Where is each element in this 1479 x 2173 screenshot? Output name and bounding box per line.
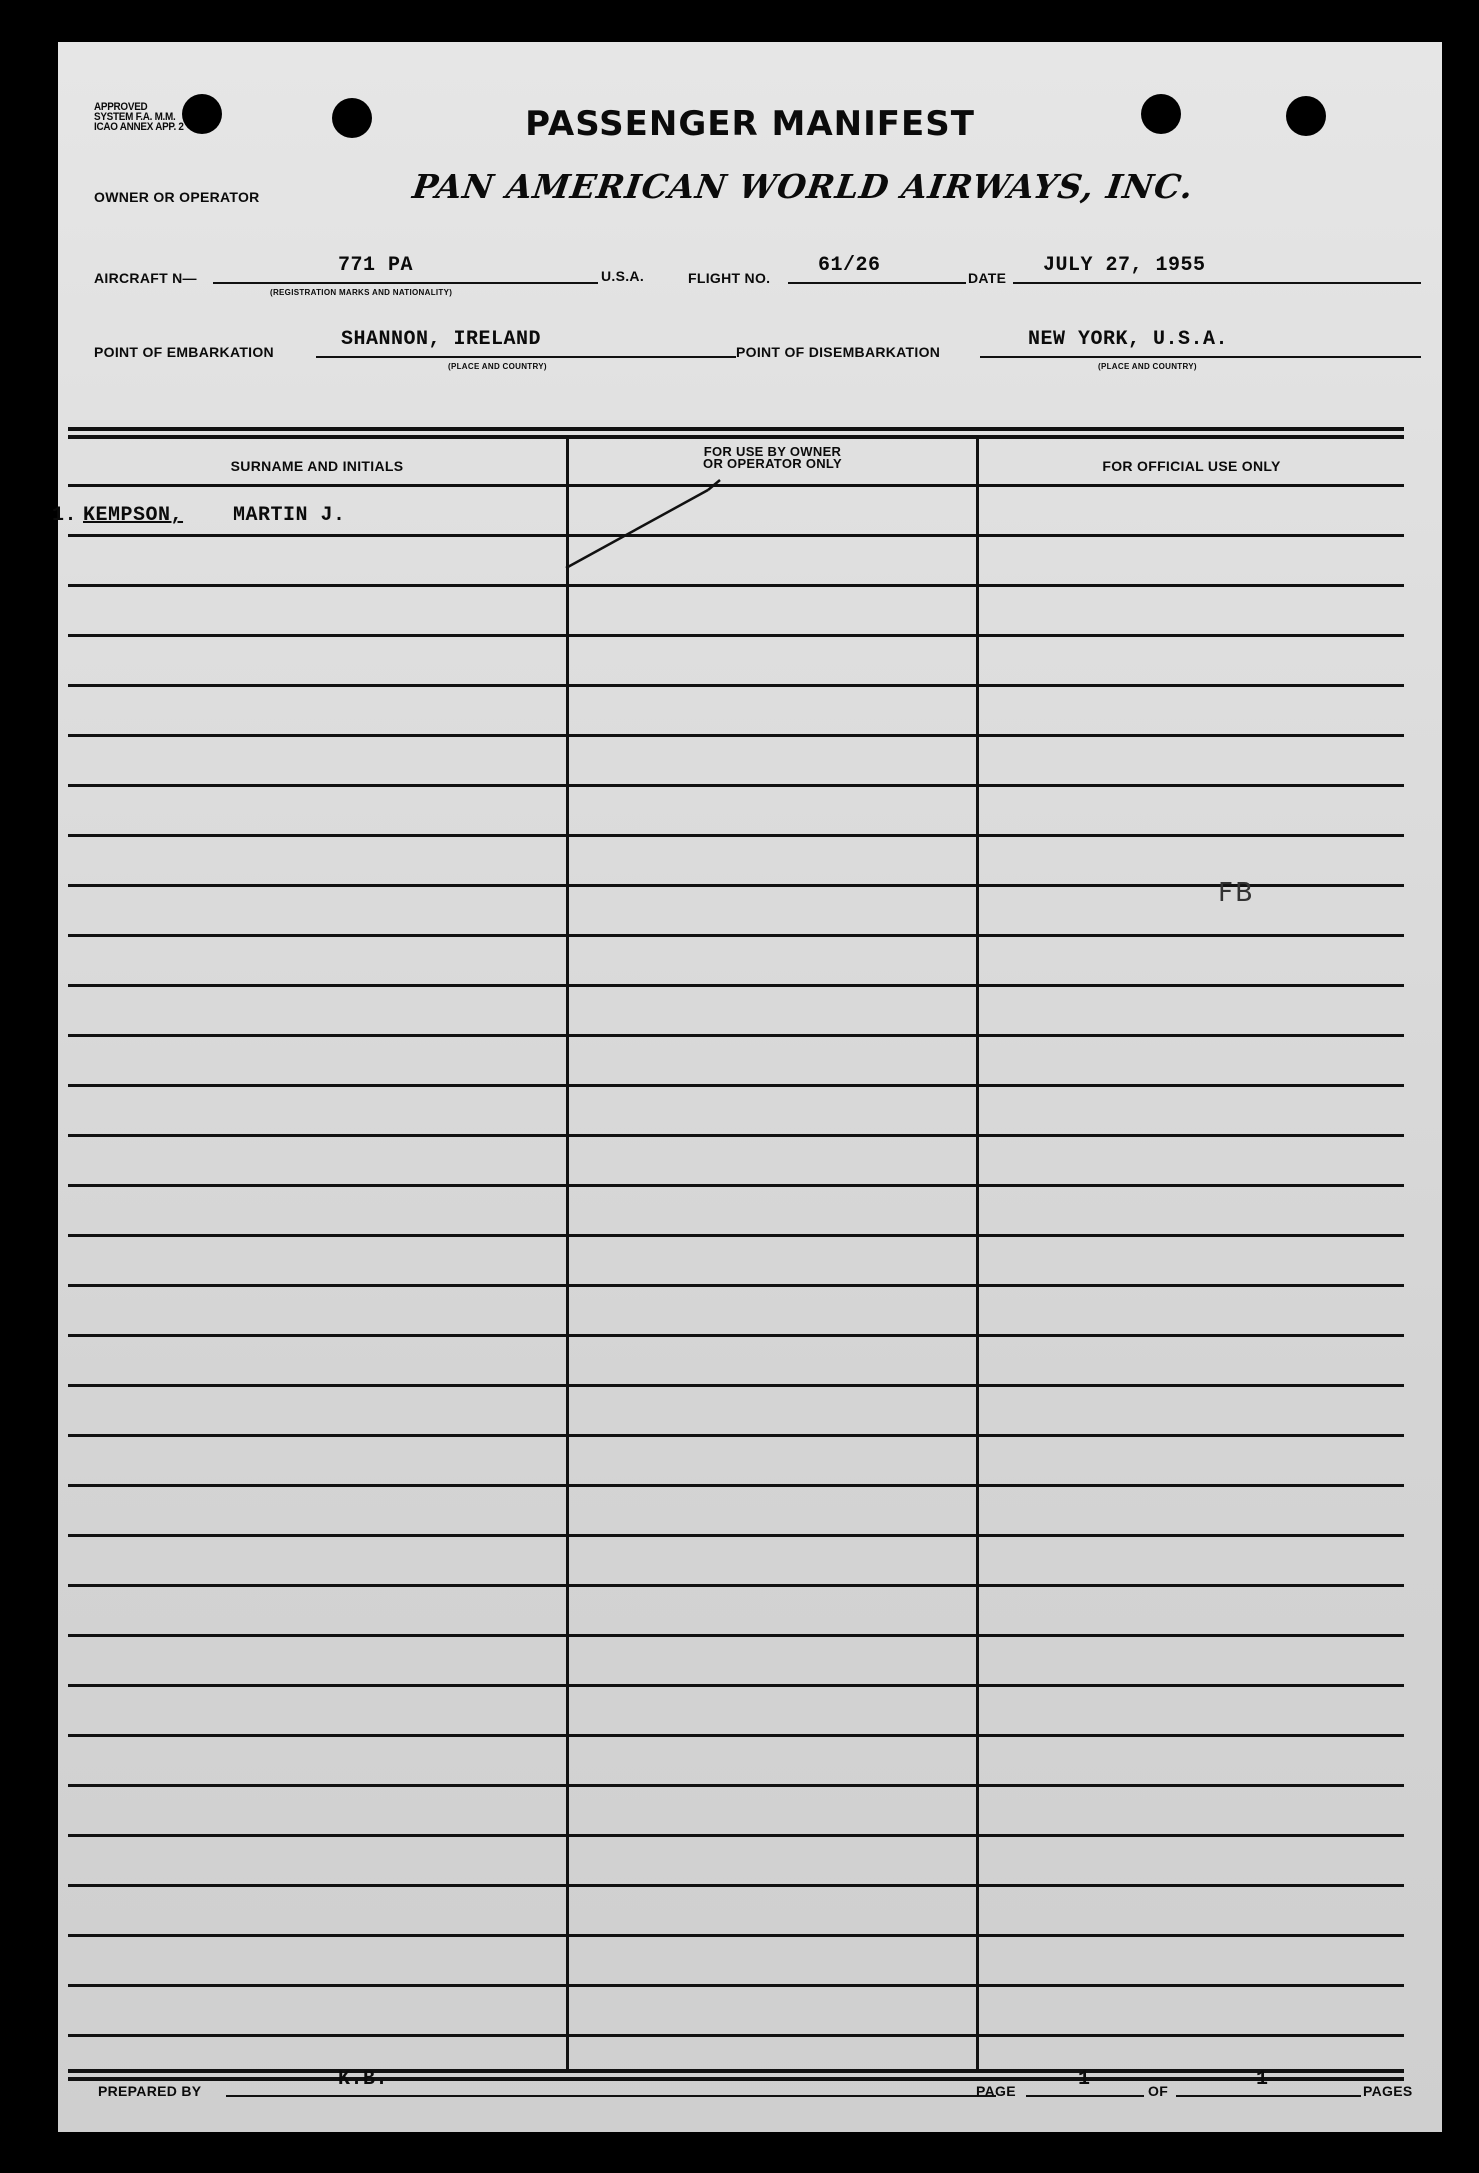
- table-top-rule-2: [68, 435, 1404, 439]
- passenger-number: 1.: [52, 504, 78, 527]
- table-row-line: [68, 1834, 1404, 1837]
- table-row-line: [68, 2034, 1404, 2037]
- page-title: PASSENGER MANIFEST: [525, 104, 975, 144]
- page-label: PAGE: [976, 2083, 1016, 2099]
- disembarkation-label: POINT OF DISEMBARKATION: [736, 344, 941, 360]
- approval-line-1: APPROVED: [94, 101, 148, 113]
- date-value: JULY 27, 1955: [1043, 254, 1206, 277]
- column-divider-2: [976, 437, 979, 2069]
- table-row-line: [68, 484, 1404, 487]
- table-bottom-rule-2: [68, 2077, 1404, 2081]
- disembarkation-underline: [980, 356, 1421, 358]
- table-row-line: [68, 1184, 1404, 1187]
- table-top-rule-1: [68, 427, 1404, 431]
- table-row-line: [68, 1734, 1404, 1737]
- aircraft-sublabel: (REGISTRATION MARKS AND NATIONALITY): [270, 288, 453, 297]
- table-row-line: [68, 1634, 1404, 1637]
- table-row-line: [68, 1034, 1404, 1037]
- passenger-surname: KEMPSON,: [83, 504, 184, 527]
- table-row-line: [68, 1384, 1404, 1387]
- prepared-by-label: PREPARED BY: [98, 2083, 202, 2099]
- date-underline: [1013, 282, 1421, 284]
- table-row-line: [68, 1684, 1404, 1687]
- table-row-line: [68, 1434, 1404, 1437]
- table-row-line: [68, 1234, 1404, 1237]
- of-underline: [1176, 2095, 1361, 2097]
- table-row-line: [68, 1084, 1404, 1087]
- table-row-line: [68, 834, 1404, 837]
- table-row-line: [68, 1884, 1404, 1887]
- disembarkation-value: NEW YORK, U.S.A.: [1028, 328, 1229, 351]
- table-row-line: [68, 1584, 1404, 1587]
- table-row-line: [68, 634, 1404, 637]
- table-row-line: [68, 1284, 1404, 1287]
- table-row-line: [68, 584, 1404, 587]
- table-row-line: [68, 1984, 1404, 1987]
- column-divider-1: [566, 437, 569, 2069]
- date-label: DATE: [968, 270, 1007, 286]
- column-header-owner-use-line1: FOR USE BY OWNER: [703, 444, 842, 459]
- pages-label: PAGES: [1363, 2083, 1413, 2099]
- embarkation-value: SHANNON, IRELAND: [341, 328, 542, 351]
- disembarkation-sublabel: (PLACE AND COUNTRY): [1098, 362, 1197, 371]
- table-row-line: [68, 934, 1404, 937]
- approval-line-3: ICAO ANNEX APP. 2: [94, 121, 184, 133]
- column-header-official: FOR OFFICIAL USE ONLY: [1102, 458, 1281, 474]
- owner-label: OWNER OR OPERATOR: [94, 189, 260, 205]
- embarkation-underline: [316, 356, 736, 358]
- table-row-line: [68, 884, 1404, 887]
- table-row-line: [68, 1784, 1404, 1787]
- table-row-line: [68, 1534, 1404, 1537]
- flight-label: FLIGHT NO.: [688, 270, 771, 286]
- check-stroke-icon: [558, 442, 778, 582]
- table-row-line: [68, 1334, 1404, 1337]
- embarkation-label: POINT OF EMBARKATION: [94, 344, 274, 360]
- page-underline: [1026, 2095, 1144, 2097]
- aircraft-country: U.S.A.: [601, 268, 645, 284]
- pages-value: 1: [1256, 2068, 1269, 2091]
- table-bottom-rule-1: [68, 2069, 1404, 2073]
- column-header-surname: SURNAME AND INITIALS: [230, 458, 404, 474]
- prepared-by-underline: [226, 2095, 996, 2097]
- manifest-sheet: [52, 42, 1442, 2132]
- flight-underline: [788, 282, 966, 284]
- table-row-line: [68, 1934, 1404, 1937]
- prepared-by-value: K.B.: [338, 2068, 389, 2091]
- table-row-line: [68, 1134, 1404, 1137]
- operator-name: PAN AMERICAN WORLD AIRWAYS, INC.: [410, 167, 1197, 206]
- aircraft-label: AIRCRAFT N—: [94, 270, 197, 286]
- aircraft-underline: [213, 282, 598, 284]
- of-label: OF: [1148, 2083, 1169, 2099]
- embarkation-sublabel: (PLACE AND COUNTRY): [448, 362, 547, 371]
- page-value: 1: [1078, 2068, 1091, 2091]
- handwritten-note: FB: [1218, 878, 1255, 908]
- passenger-initials: MARTIN J.: [233, 504, 346, 527]
- passenger-row: [52, 504, 346, 527]
- approval-line-2: SYSTEM F.A. M.M.: [94, 111, 176, 123]
- table-row-line: [68, 534, 1404, 537]
- column-header-owner-use-line2: OR OPERATOR ONLY: [703, 456, 842, 471]
- flight-value: 61/26: [818, 254, 881, 277]
- table-row-line: [68, 984, 1404, 987]
- table-row-line: [68, 784, 1404, 787]
- aircraft-value: 771 PA: [338, 254, 414, 277]
- table-row-line: [68, 684, 1404, 687]
- table-row-line: [68, 734, 1404, 737]
- table-row-line: [68, 1484, 1404, 1487]
